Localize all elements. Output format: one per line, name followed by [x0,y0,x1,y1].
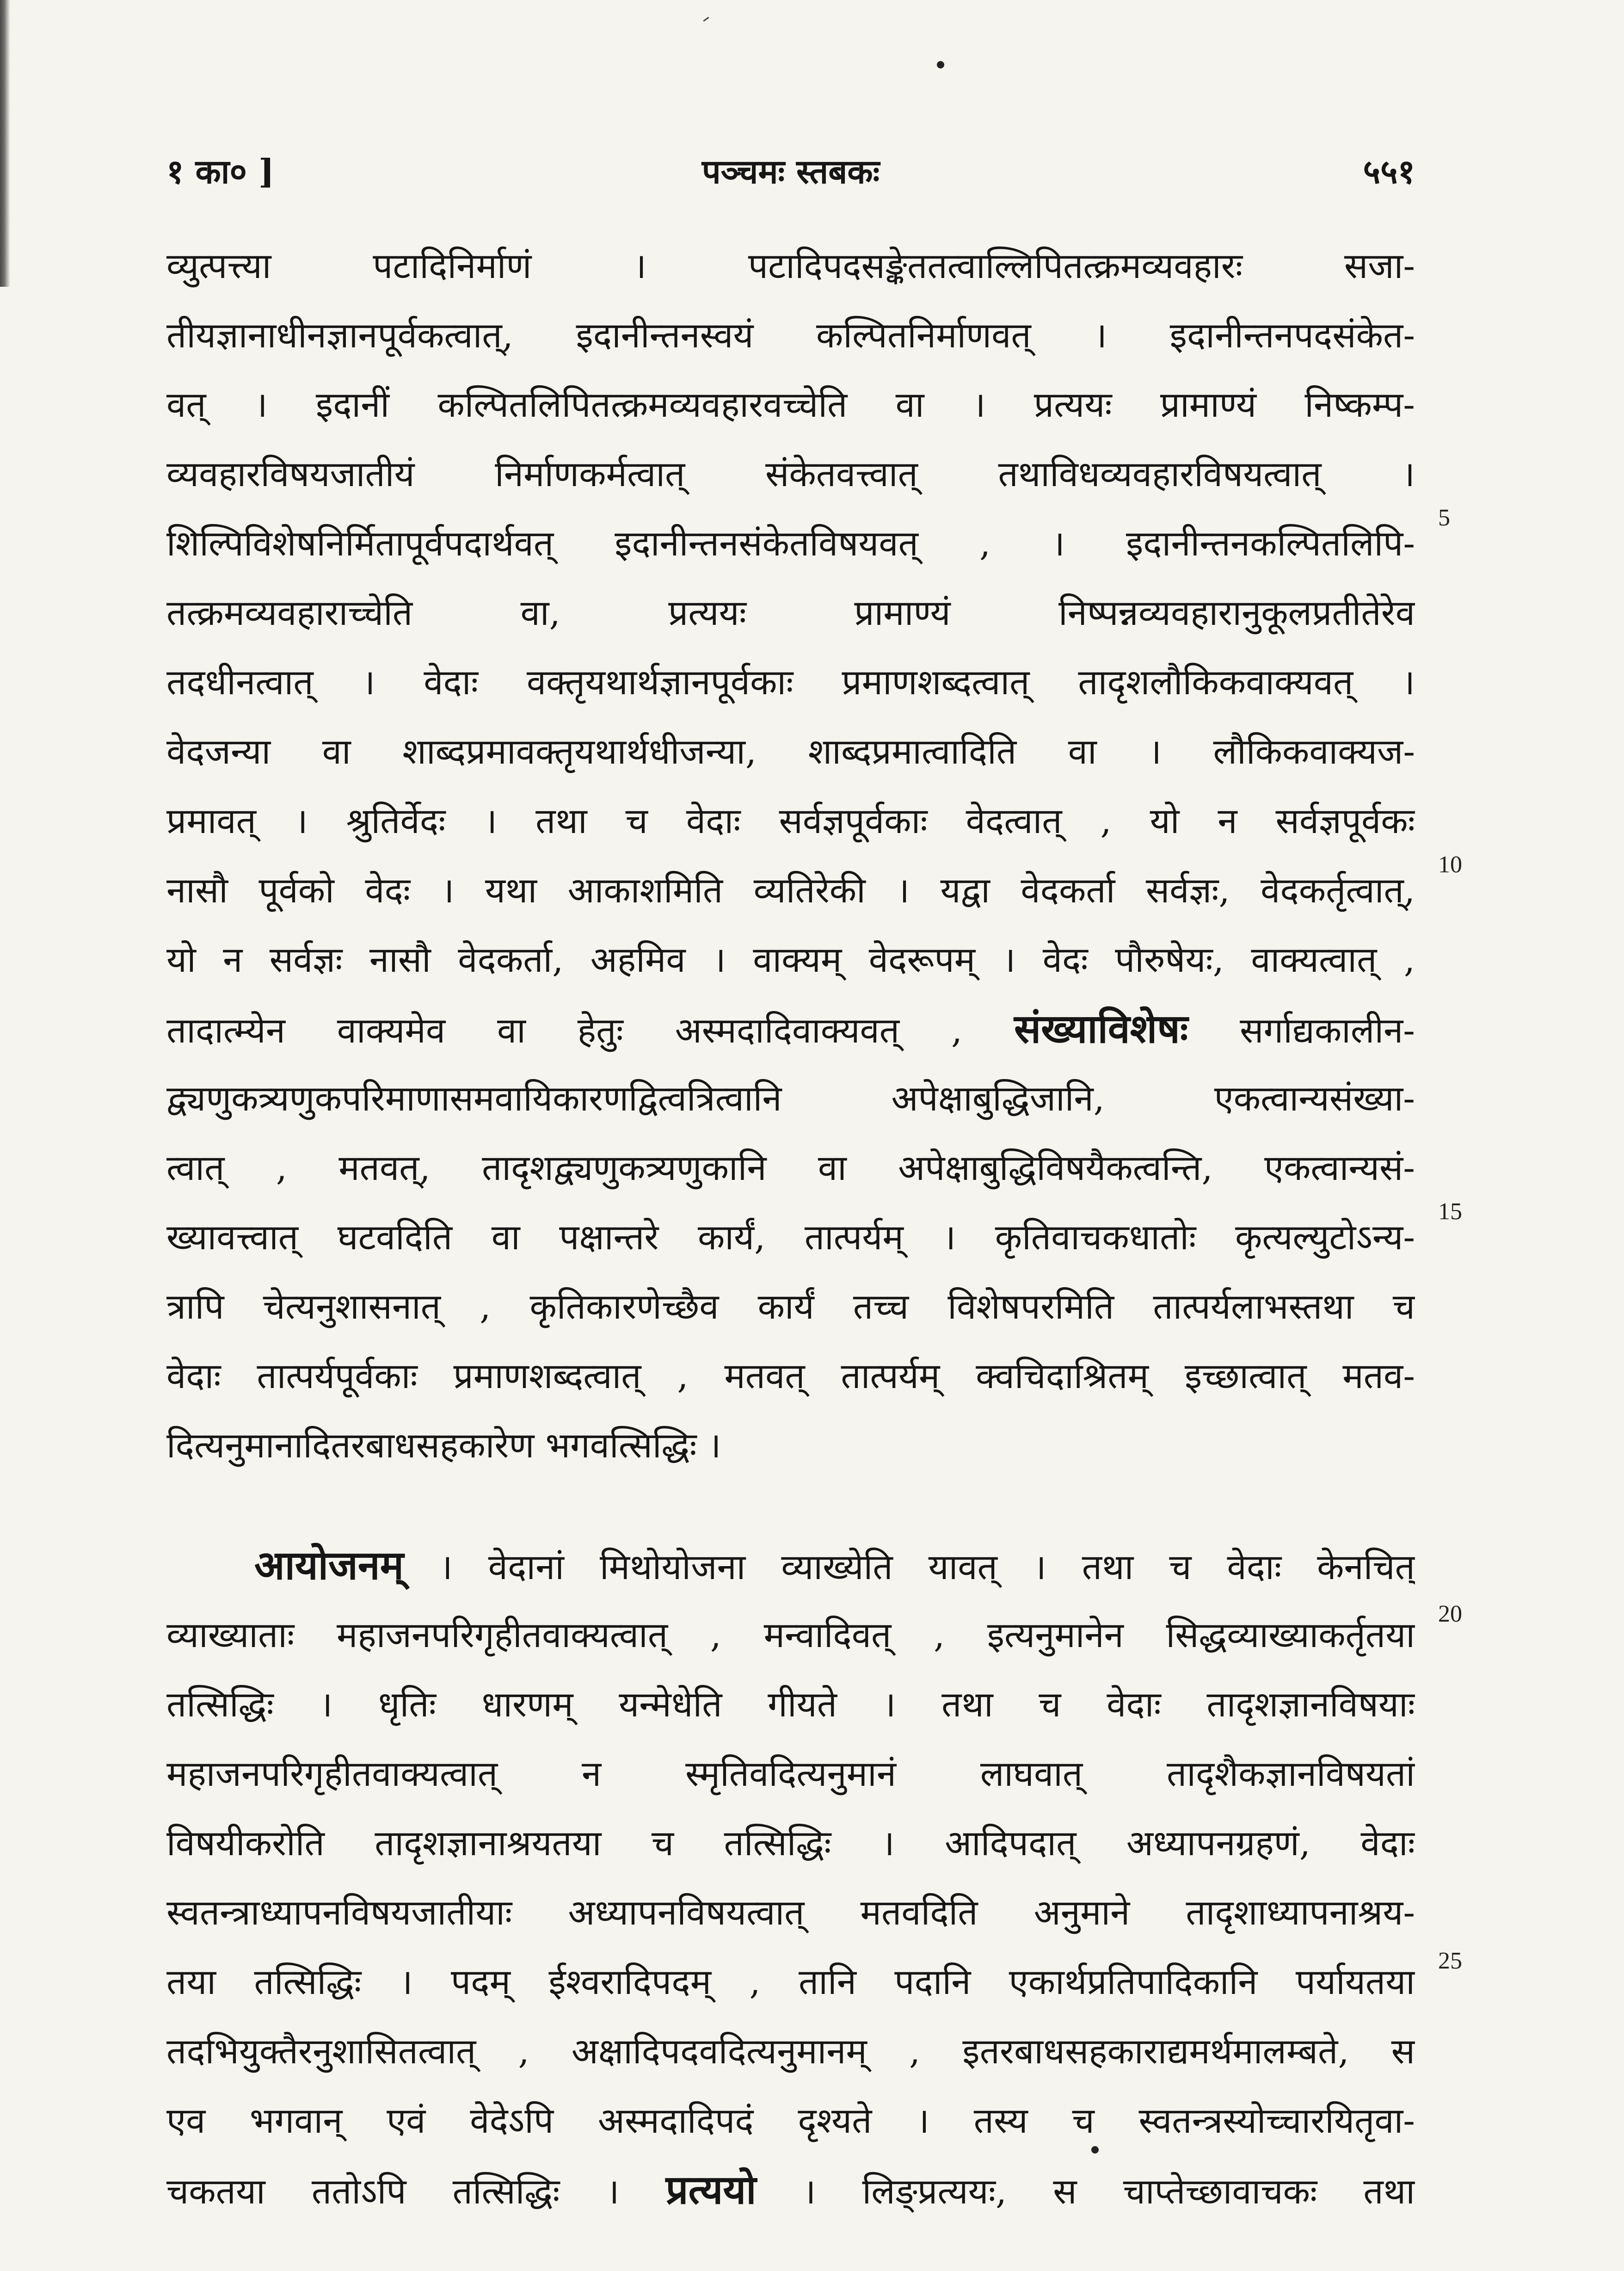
text-line [166,2086,1415,2155]
text-run: विषयीकरोति तादृशज्ञानाश्रयतया च तत्सिद्धिः । आदिपदात् अध्यापनग्रहणं, वेदाः [166,1822,1415,1864]
text-run: तीयज्ञानाधीनज्ञानपूर्वकत्वात्, इदानीन्तनस्वयं कल्पितनिर्माणवत् । इदानीन्तनपदसंकेत- [166,315,1415,356]
text-line [166,1272,1415,1341]
text-run: दित्यनुमानादितरबाधसहकारेण भगवत्सिद्धिः । [166,1425,721,1466]
line-number: 15 [1438,1198,1462,1225]
line-number: 10 [1438,852,1462,878]
text-run: त्रापि चेत्यनुशासनात् , कृतिकारणेच्छैव कार्यं तच्च विशेषपरमिति तात्पर्यलाभस्तथा च [166,1286,1415,1327]
text-run: तादात्म्येन वाक्यमेव वा हेतुः अस्मदादिवाक्यवत् , [166,1010,1015,1051]
text-line [166,1808,1415,1878]
line-number: 25 [1438,1948,1462,1974]
text-line [166,370,1415,439]
ink-mark [703,17,709,21]
text-line [166,301,1415,370]
text-line [166,578,1415,648]
text-run: तदभियुक्तैरनुशासितत्वात् , अक्षादिपदवदित्यनुमानम् , इतरबाधसहकाराद्यमर्थमालम्बते, स [166,2030,1415,2072]
header-page-number: ५५१ [1363,152,1415,191]
text-run: स्वतन्त्राध्यापनविषयजातीयाः अध्यापनविषयत्वात् मतवदिति अनुमाने तादृशाध्यापनाश्रय- [166,1892,1415,1933]
text-run: । वेदानां मिथोयोजना व्याख्येति यावत् । तथा च वेदाः केनचित् [404,1546,1415,1587]
text-line [166,2155,1415,2225]
running-header [166,148,1415,199]
text-line [166,717,1415,786]
text-run: शिल्पिविशेषनिर्मितापूर्वपदार्थवत् इदानीन्तनसंकेतविषयवत् , । इदानीन्तनकल्पितलिपि- [166,523,1415,564]
text-line [166,1670,1415,1739]
text-run: तया तत्सिद्धिः । पदम् ईश्वरादिपदम् , तानि पदानि एकार्थप्रतिपादिकानि पर्यायतया [166,1961,1415,2002]
binding-shadow [0,0,10,287]
text-line [166,1600,1415,1670]
text-line [166,1341,1415,1411]
text-line [166,2017,1415,2086]
text-run: सर्गाद्यकालीन- [1188,1010,1415,1051]
text-run: व्यवहारविषयजातीयं निर्माणकर्मत्वात् संकेतवत्त्वात् तथाविधव्यवहारविषयत्वात् । [166,453,1415,494]
text-run: तदधीनत्वात् । वेदाः वक्तृयथार्थज्ञानपूर्वकाः प्रमाणशब्दत्वात् तादृशलौकिकवाक्यवत् । [166,661,1415,703]
text-run: वेदजन्या वा शाब्दप्रमावक्तृयथार्थधीजन्या, शाब्दप्रमात्वादिति वा । लौकिकवाक्यज- [166,731,1415,772]
bold-keyword: आयोजनम् [254,1542,404,1589]
text-line [166,856,1415,925]
text-run: एव भगवान् एवं वेदेऽपि अस्मदादिपदं दृश्यते । तस्य च स्वतन्त्रस्योच्चारयितृवा- [166,2100,1415,2141]
text-run: व्युत्पत्त्या पटादिनिर्माणं । पटादिपदसङ्केततत्वाल्लिपितत्क्रमव्यवहारः सजा- [166,245,1415,286]
text-line [166,439,1415,509]
text-run: तत्क्रमव्यवहाराच्चेति वा, प्रत्ययः प्रामाण्यं निष्पन्नव्यवहारानुकूलप्रतीतेरेव [166,592,1415,633]
header-section-ref: १ का० ] [166,152,275,191]
text-run: चकतया ततोऽपि तत्सिद्धिः । [166,2171,666,2212]
text-run: । लिङ्प्रत्ययः, स चाप्तेच्छावाचकः तथा [756,2171,1415,2212]
text-line [166,1064,1415,1133]
bold-keyword: संख्याविशेषः [1014,1006,1188,1052]
text-run: द्व्यणुकत्र्यणुकपरिमाणासमवायिकारणद्वित्वत्रित्वानि अपेक्षाबुद्धिजानि, एकत्वान्यसंख्या- [166,1078,1415,1119]
text-line [166,1411,1415,1480]
text-run: ख्यावत्त्वात् घटवदिति वा पक्षान्तरे कार्यं, तात्पर्यम् । कृतिवाचकधातोः कृत्यल्युटोऽन्य- [166,1216,1415,1258]
text-run: महाजनपरिगृहीतवाक्यत्वात् न स्मृतिवदित्यनुमानं लाघवात् तादृशैकज्ञानविषयतां [166,1753,1415,1794]
text-line [166,509,1415,578]
ink-speck-top [937,61,944,68]
header-chapter-title: पञ्चमः स्तबकः [701,152,880,191]
text-line [166,231,1415,301]
line-number: 5 [1438,505,1450,531]
text-run: वेदाः तात्पर्यपूर्वकाः प्रमाणशब्दत्वात् , मतवत् तात्पर्यम् क्वचिदाश्रितम् इच्छात्वात् मतव- [166,1355,1415,1396]
text-line [166,1878,1415,1947]
text-run: व्याख्याताः महाजनपरिगृहीतवाक्यत्वात् , मन्वादिवत् , इत्यनुमानेन सिद्धव्याख्याकर्तृतया [166,1614,1415,1655]
text-run: वत् । इदानीं कल्पितलिपितत्क्रमव्यवहारवच्चेति वा । प्रत्ययः प्रामाण्यं निष्कम्प- [166,384,1415,425]
text-line [166,925,1415,994]
text-line [166,786,1415,856]
text-run: नासौ पूर्वको वेदः । यथा आकाशमिति व्यतिरेकी । यद्वा वेदकर्ता सर्वज्ञः, वेदकर्तृत्वात्, [166,870,1415,911]
text-line [166,1947,1415,2017]
text-line [166,1203,1415,1272]
text-line [166,1739,1415,1808]
text-run: प्रमावत् । श्रुतिर्वेदः । तथा च वेदाः सर्वज्ञपूर्वकाः वेदत्वात् , यो न सर्वज्ञपूर्वकः [166,800,1415,841]
text-line [166,1133,1415,1203]
line-number: 20 [1438,1601,1462,1627]
text-line [166,648,1415,717]
bold-keyword: प्रत्ययो [665,2166,757,2213]
text-line [166,994,1415,1064]
text-run: त्वात् , मतवत्, तादृशद्व्यणुकत्र्यणुकानि वा अपेक्षाबुद्धिविषयैकत्वन्ति, एकत्वान्यसं- [166,1147,1415,1188]
text-run: यो न सर्वज्ञः नासौ वेदकर्ता, अहमिव । वाक्यम् वेदरूपम् । वेदः पौरुषेयः, वाक्यत्वात् , [166,939,1415,980]
text-line [166,1531,1415,1600]
commentary-text [166,231,1415,2213]
text-run: तत्सिद्धिः । धृतिः धारणम् यन्मेधेति गीयते । तथा च वेदाः तादृशज्ञानविषयाः [166,1684,1415,1725]
